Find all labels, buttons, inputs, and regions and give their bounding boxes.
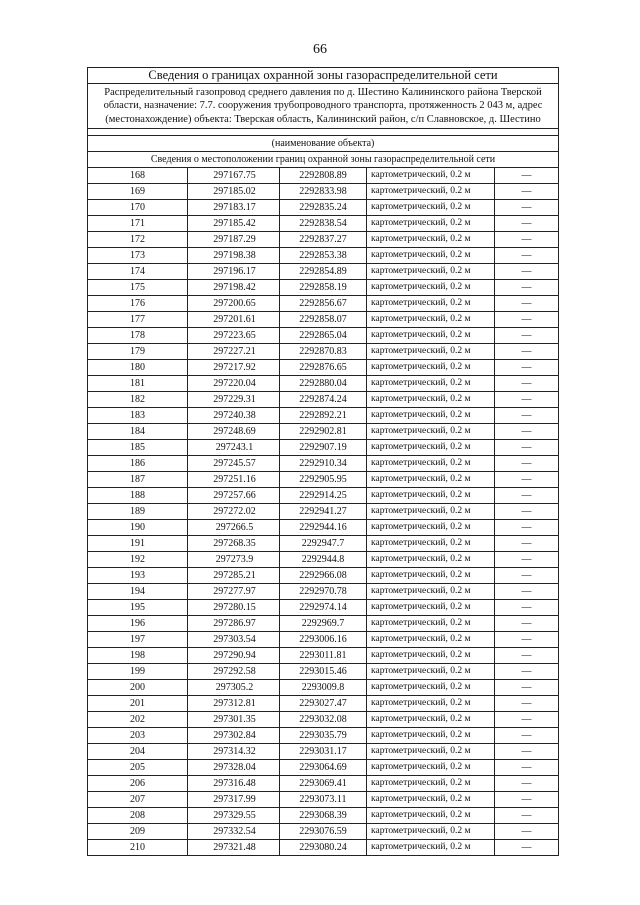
method-accuracy: картометрический, 0.2 м bbox=[367, 504, 495, 520]
coordinate-x: 297316.48 bbox=[188, 776, 280, 792]
method-accuracy: картометрический, 0.2 м bbox=[367, 168, 495, 184]
coordinate-y: 2292854.89 bbox=[280, 264, 367, 280]
coordinate-y: 2292808.89 bbox=[280, 168, 367, 184]
coordinate-x: 297198.42 bbox=[188, 280, 280, 296]
coordinate-y: 2292941.27 bbox=[280, 504, 367, 520]
point-number: 184 bbox=[88, 424, 188, 440]
method-accuracy: картометрический, 0.2 м bbox=[367, 488, 495, 504]
coordinate-x: 297220.04 bbox=[188, 376, 280, 392]
coordinate-y: 2292969.7 bbox=[280, 616, 367, 632]
method-accuracy: картометрический, 0.2 м bbox=[367, 536, 495, 552]
note: — bbox=[495, 520, 559, 536]
point-number: 204 bbox=[88, 744, 188, 760]
note: — bbox=[495, 840, 559, 856]
coordinate-y: 2292947.7 bbox=[280, 536, 367, 552]
coordinate-y: 2293032.08 bbox=[280, 712, 367, 728]
table-row bbox=[88, 408, 559, 424]
coordinate-y: 2292914.25 bbox=[280, 488, 367, 504]
table-row bbox=[88, 744, 559, 760]
spacer-cell bbox=[88, 129, 559, 136]
point-number: 170 bbox=[88, 200, 188, 216]
note: — bbox=[495, 728, 559, 744]
note: — bbox=[495, 296, 559, 312]
note: — bbox=[495, 472, 559, 488]
point-number: 175 bbox=[88, 280, 188, 296]
table-row bbox=[88, 232, 559, 248]
coordinate-y: 2292876.65 bbox=[280, 360, 367, 376]
method-accuracy: картометрический, 0.2 м bbox=[367, 632, 495, 648]
coordinate-x: 297329.55 bbox=[188, 808, 280, 824]
note: — bbox=[495, 664, 559, 680]
spacer-row bbox=[88, 129, 559, 136]
coordinate-x: 297301.35 bbox=[188, 712, 280, 728]
coordinate-x: 297292.58 bbox=[188, 664, 280, 680]
point-number: 194 bbox=[88, 584, 188, 600]
point-number: 209 bbox=[88, 824, 188, 840]
coordinate-y: 2293035.79 bbox=[280, 728, 367, 744]
note: — bbox=[495, 440, 559, 456]
table-row bbox=[88, 312, 559, 328]
coordinate-y: 2292865.04 bbox=[280, 328, 367, 344]
point-number: 181 bbox=[88, 376, 188, 392]
table-row bbox=[88, 216, 559, 232]
note: — bbox=[495, 264, 559, 280]
note: — bbox=[495, 488, 559, 504]
table-row bbox=[88, 536, 559, 552]
document-title: Сведения о границах охранной зоны газораспределительной сети bbox=[88, 68, 559, 84]
coordinate-x: 297223.65 bbox=[188, 328, 280, 344]
coordinate-y: 2293073.11 bbox=[280, 792, 367, 808]
coordinate-y: 2293027.47 bbox=[280, 696, 367, 712]
coordinate-x: 297268.35 bbox=[188, 536, 280, 552]
coordinate-x: 297248.69 bbox=[188, 424, 280, 440]
table-row bbox=[88, 456, 559, 472]
table-row bbox=[88, 392, 559, 408]
point-number: 173 bbox=[88, 248, 188, 264]
table-row bbox=[88, 584, 559, 600]
coordinate-y: 2293076.59 bbox=[280, 824, 367, 840]
table-row bbox=[88, 792, 559, 808]
table-row bbox=[88, 168, 559, 184]
method-accuracy: картометрический, 0.2 м bbox=[367, 424, 495, 440]
coordinate-x: 297277.97 bbox=[188, 584, 280, 600]
point-number: 179 bbox=[88, 344, 188, 360]
coordinate-y: 2293006.16 bbox=[280, 632, 367, 648]
table-row bbox=[88, 728, 559, 744]
note: — bbox=[495, 360, 559, 376]
method-accuracy: картометрический, 0.2 м bbox=[367, 376, 495, 392]
coordinate-x: 297303.54 bbox=[188, 632, 280, 648]
point-number: 199 bbox=[88, 664, 188, 680]
table-row bbox=[88, 616, 559, 632]
note: — bbox=[495, 712, 559, 728]
note: — bbox=[495, 200, 559, 216]
coordinate-x: 297273.9 bbox=[188, 552, 280, 568]
boundary-table bbox=[87, 67, 559, 856]
table-row bbox=[88, 520, 559, 536]
boundary-sheet bbox=[87, 67, 558, 856]
method-accuracy: картометрический, 0.2 м bbox=[367, 296, 495, 312]
point-number: 210 bbox=[88, 840, 188, 856]
method-accuracy: картометрический, 0.2 м bbox=[367, 328, 495, 344]
coordinate-x: 297312.81 bbox=[188, 696, 280, 712]
point-number: 174 bbox=[88, 264, 188, 280]
note: — bbox=[495, 280, 559, 296]
point-number: 191 bbox=[88, 536, 188, 552]
method-accuracy: картометрический, 0.2 м bbox=[367, 216, 495, 232]
table-row bbox=[88, 760, 559, 776]
note: — bbox=[495, 776, 559, 792]
coordinate-y: 2292853.38 bbox=[280, 248, 367, 264]
coordinate-x: 297272.02 bbox=[188, 504, 280, 520]
note: — bbox=[495, 680, 559, 696]
coordinate-y: 2292970.78 bbox=[280, 584, 367, 600]
coordinate-y: 2292858.07 bbox=[280, 312, 367, 328]
point-number: 198 bbox=[88, 648, 188, 664]
coordinate-x: 297240.38 bbox=[188, 408, 280, 424]
coordinate-y: 2292974.14 bbox=[280, 600, 367, 616]
note: — bbox=[495, 232, 559, 248]
note: — bbox=[495, 312, 559, 328]
method-accuracy: картометрический, 0.2 м bbox=[367, 840, 495, 856]
note: — bbox=[495, 824, 559, 840]
table-row bbox=[88, 696, 559, 712]
point-number: 205 bbox=[88, 760, 188, 776]
note: — bbox=[495, 184, 559, 200]
coordinate-y: 2293031.17 bbox=[280, 744, 367, 760]
coordinate-x: 297286.97 bbox=[188, 616, 280, 632]
point-number: 196 bbox=[88, 616, 188, 632]
point-number: 190 bbox=[88, 520, 188, 536]
method-accuracy: картометрический, 0.2 м bbox=[367, 184, 495, 200]
table-row bbox=[88, 648, 559, 664]
coordinate-y: 2293015.46 bbox=[280, 664, 367, 680]
method-accuracy: картометрический, 0.2 м bbox=[367, 232, 495, 248]
point-number: 201 bbox=[88, 696, 188, 712]
coordinate-x: 297332.54 bbox=[188, 824, 280, 840]
method-accuracy: картометрический, 0.2 м bbox=[367, 392, 495, 408]
coordinate-y: 2292870.83 bbox=[280, 344, 367, 360]
object-name-label: (наименование объекта) bbox=[88, 136, 559, 152]
note: — bbox=[495, 168, 559, 184]
coordinate-x: 297243.1 bbox=[188, 440, 280, 456]
coordinate-x: 297217.92 bbox=[188, 360, 280, 376]
method-accuracy: картометрический, 0.2 м bbox=[367, 456, 495, 472]
title-row bbox=[88, 68, 559, 84]
point-number: 200 bbox=[88, 680, 188, 696]
coordinate-x: 297305.2 bbox=[188, 680, 280, 696]
coordinate-x: 297257.66 bbox=[188, 488, 280, 504]
note: — bbox=[495, 328, 559, 344]
method-accuracy: картометрический, 0.2 м bbox=[367, 264, 495, 280]
table-row bbox=[88, 840, 559, 856]
coordinate-x: 297229.31 bbox=[188, 392, 280, 408]
page-number: 66 bbox=[313, 42, 327, 57]
coordinate-y: 2292902.81 bbox=[280, 424, 367, 440]
point-number: 183 bbox=[88, 408, 188, 424]
coordinate-x: 297201.61 bbox=[188, 312, 280, 328]
table-row bbox=[88, 328, 559, 344]
point-number: 169 bbox=[88, 184, 188, 200]
coordinate-x: 297314.32 bbox=[188, 744, 280, 760]
method-accuracy: картометрический, 0.2 м bbox=[367, 248, 495, 264]
coordinate-x: 297196.17 bbox=[188, 264, 280, 280]
coordinate-x: 297266.5 bbox=[188, 520, 280, 536]
coordinate-x: 297185.02 bbox=[188, 184, 280, 200]
section-row bbox=[88, 152, 559, 168]
note: — bbox=[495, 536, 559, 552]
table-row bbox=[88, 632, 559, 648]
coordinate-y: 2293009.8 bbox=[280, 680, 367, 696]
table-row bbox=[88, 712, 559, 728]
coordinate-y: 2292833.98 bbox=[280, 184, 367, 200]
method-accuracy: картометрический, 0.2 м bbox=[367, 552, 495, 568]
note: — bbox=[495, 792, 559, 808]
method-accuracy: картометрический, 0.2 м bbox=[367, 616, 495, 632]
note: — bbox=[495, 584, 559, 600]
point-number: 208 bbox=[88, 808, 188, 824]
method-accuracy: картометрический, 0.2 м bbox=[367, 808, 495, 824]
method-accuracy: картометрический, 0.2 м bbox=[367, 568, 495, 584]
method-accuracy: картометрический, 0.2 м bbox=[367, 200, 495, 216]
table-body bbox=[88, 68, 559, 856]
table-row bbox=[88, 280, 559, 296]
description-row bbox=[88, 84, 559, 129]
method-accuracy: картометрический, 0.2 м bbox=[367, 792, 495, 808]
point-number: 171 bbox=[88, 216, 188, 232]
table-row bbox=[88, 184, 559, 200]
coordinate-x: 297285.21 bbox=[188, 568, 280, 584]
coordinate-y: 2292880.04 bbox=[280, 376, 367, 392]
table-row bbox=[88, 360, 559, 376]
table-row bbox=[88, 824, 559, 840]
table-row bbox=[88, 776, 559, 792]
note: — bbox=[495, 744, 559, 760]
method-accuracy: картометрический, 0.2 м bbox=[367, 600, 495, 616]
note: — bbox=[495, 344, 559, 360]
coordinate-y: 2293068.39 bbox=[280, 808, 367, 824]
table-row bbox=[88, 504, 559, 520]
coordinate-x: 297198.38 bbox=[188, 248, 280, 264]
point-number: 206 bbox=[88, 776, 188, 792]
coordinate-y: 2292858.19 bbox=[280, 280, 367, 296]
method-accuracy: картометрический, 0.2 м bbox=[367, 312, 495, 328]
table-row bbox=[88, 552, 559, 568]
table-row bbox=[88, 424, 559, 440]
coordinate-y: 2292856.67 bbox=[280, 296, 367, 312]
point-number: 178 bbox=[88, 328, 188, 344]
point-number: 203 bbox=[88, 728, 188, 744]
note: — bbox=[495, 808, 559, 824]
note: — bbox=[495, 648, 559, 664]
method-accuracy: картометрический, 0.2 м bbox=[367, 824, 495, 840]
note: — bbox=[495, 696, 559, 712]
note: — bbox=[495, 248, 559, 264]
note: — bbox=[495, 216, 559, 232]
coordinate-y: 2292905.95 bbox=[280, 472, 367, 488]
coordinate-x: 297328.04 bbox=[188, 760, 280, 776]
coordinate-x: 297280.15 bbox=[188, 600, 280, 616]
coordinate-x: 297187.29 bbox=[188, 232, 280, 248]
point-number: 193 bbox=[88, 568, 188, 584]
coordinate-y: 2293011.81 bbox=[280, 648, 367, 664]
coordinate-y: 2292837.27 bbox=[280, 232, 367, 248]
note: — bbox=[495, 632, 559, 648]
coordinate-y: 2293069.41 bbox=[280, 776, 367, 792]
table-row bbox=[88, 600, 559, 616]
table-row bbox=[88, 568, 559, 584]
table-row bbox=[88, 296, 559, 312]
point-number: 168 bbox=[88, 168, 188, 184]
table-row bbox=[88, 808, 559, 824]
coordinate-y: 2292966.08 bbox=[280, 568, 367, 584]
coordinate-x: 297245.57 bbox=[188, 456, 280, 472]
coordinate-x: 297167.75 bbox=[188, 168, 280, 184]
note: — bbox=[495, 392, 559, 408]
coordinate-x: 297317.99 bbox=[188, 792, 280, 808]
note: — bbox=[495, 376, 559, 392]
section-title: Сведения о местоположении границ охранной зоны газораспределительной сети bbox=[88, 152, 559, 168]
method-accuracy: картометрический, 0.2 м bbox=[367, 648, 495, 664]
coordinate-y: 2292910.34 bbox=[280, 456, 367, 472]
coordinate-x: 297251.16 bbox=[188, 472, 280, 488]
coordinate-y: 2292944.8 bbox=[280, 552, 367, 568]
table-row bbox=[88, 376, 559, 392]
method-accuracy: картометрический, 0.2 м bbox=[367, 712, 495, 728]
method-accuracy: картометрический, 0.2 м bbox=[367, 728, 495, 744]
note: — bbox=[495, 568, 559, 584]
object-name-row bbox=[88, 136, 559, 152]
point-number: 202 bbox=[88, 712, 188, 728]
method-accuracy: картометрический, 0.2 м bbox=[367, 584, 495, 600]
method-accuracy: картометрический, 0.2 м bbox=[367, 744, 495, 760]
method-accuracy: картометрический, 0.2 м bbox=[367, 696, 495, 712]
table-row bbox=[88, 264, 559, 280]
point-number: 172 bbox=[88, 232, 188, 248]
point-number: 186 bbox=[88, 456, 188, 472]
point-number: 207 bbox=[88, 792, 188, 808]
method-accuracy: картометрический, 0.2 м bbox=[367, 520, 495, 536]
method-accuracy: картометрический, 0.2 м bbox=[367, 280, 495, 296]
coordinate-x: 297185.42 bbox=[188, 216, 280, 232]
table-row bbox=[88, 248, 559, 264]
coordinate-x: 297227.21 bbox=[188, 344, 280, 360]
table-row bbox=[88, 344, 559, 360]
coordinate-x: 297302.84 bbox=[188, 728, 280, 744]
coordinate-y: 2292835.24 bbox=[280, 200, 367, 216]
coordinate-y: 2292838.54 bbox=[280, 216, 367, 232]
point-number: 197 bbox=[88, 632, 188, 648]
table-row bbox=[88, 488, 559, 504]
note: — bbox=[495, 552, 559, 568]
method-accuracy: картометрический, 0.2 м bbox=[367, 472, 495, 488]
table-row bbox=[88, 472, 559, 488]
table-row bbox=[88, 680, 559, 696]
point-number: 187 bbox=[88, 472, 188, 488]
method-accuracy: картометрический, 0.2 м bbox=[367, 360, 495, 376]
method-accuracy: картометрический, 0.2 м bbox=[367, 344, 495, 360]
coordinate-x: 297183.17 bbox=[188, 200, 280, 216]
method-accuracy: картометрический, 0.2 м bbox=[367, 760, 495, 776]
coordinate-y: 2292874.24 bbox=[280, 392, 367, 408]
table-row bbox=[88, 440, 559, 456]
note: — bbox=[495, 504, 559, 520]
object-description: Распределительный газопровод среднего давления по д. Шестино Калининского района Тверской области, назначение: 7.7. сооружения трубопроводного транспорта, протяженность 2 043 м, адрес (местонахождение) объекта: Тверская область, Калининский район, с/п Славновское, д. Шестино bbox=[88, 84, 559, 129]
point-number: 192 bbox=[88, 552, 188, 568]
coordinate-x: 297200.65 bbox=[188, 296, 280, 312]
note: — bbox=[495, 408, 559, 424]
method-accuracy: картометрический, 0.2 м bbox=[367, 408, 495, 424]
point-number: 185 bbox=[88, 440, 188, 456]
note: — bbox=[495, 456, 559, 472]
table-row bbox=[88, 200, 559, 216]
coordinate-y: 2293080.24 bbox=[280, 840, 367, 856]
method-accuracy: картометрический, 0.2 м bbox=[367, 776, 495, 792]
note: — bbox=[495, 424, 559, 440]
coordinate-x: 297290.94 bbox=[188, 648, 280, 664]
table-row bbox=[88, 664, 559, 680]
point-number: 195 bbox=[88, 600, 188, 616]
coordinate-y: 2292892.21 bbox=[280, 408, 367, 424]
coordinate-x: 297321.48 bbox=[188, 840, 280, 856]
note: — bbox=[495, 760, 559, 776]
coordinate-y: 2292944.16 bbox=[280, 520, 367, 536]
point-number: 189 bbox=[88, 504, 188, 520]
method-accuracy: картометрический, 0.2 м bbox=[367, 664, 495, 680]
point-number: 177 bbox=[88, 312, 188, 328]
note: — bbox=[495, 616, 559, 632]
coordinate-y: 2293064.69 bbox=[280, 760, 367, 776]
point-number: 188 bbox=[88, 488, 188, 504]
note: — bbox=[495, 600, 559, 616]
coordinate-y: 2292907.19 bbox=[280, 440, 367, 456]
method-accuracy: картометрический, 0.2 м bbox=[367, 440, 495, 456]
point-number: 180 bbox=[88, 360, 188, 376]
point-number: 182 bbox=[88, 392, 188, 408]
point-number: 176 bbox=[88, 296, 188, 312]
method-accuracy: картометрический, 0.2 м bbox=[367, 680, 495, 696]
